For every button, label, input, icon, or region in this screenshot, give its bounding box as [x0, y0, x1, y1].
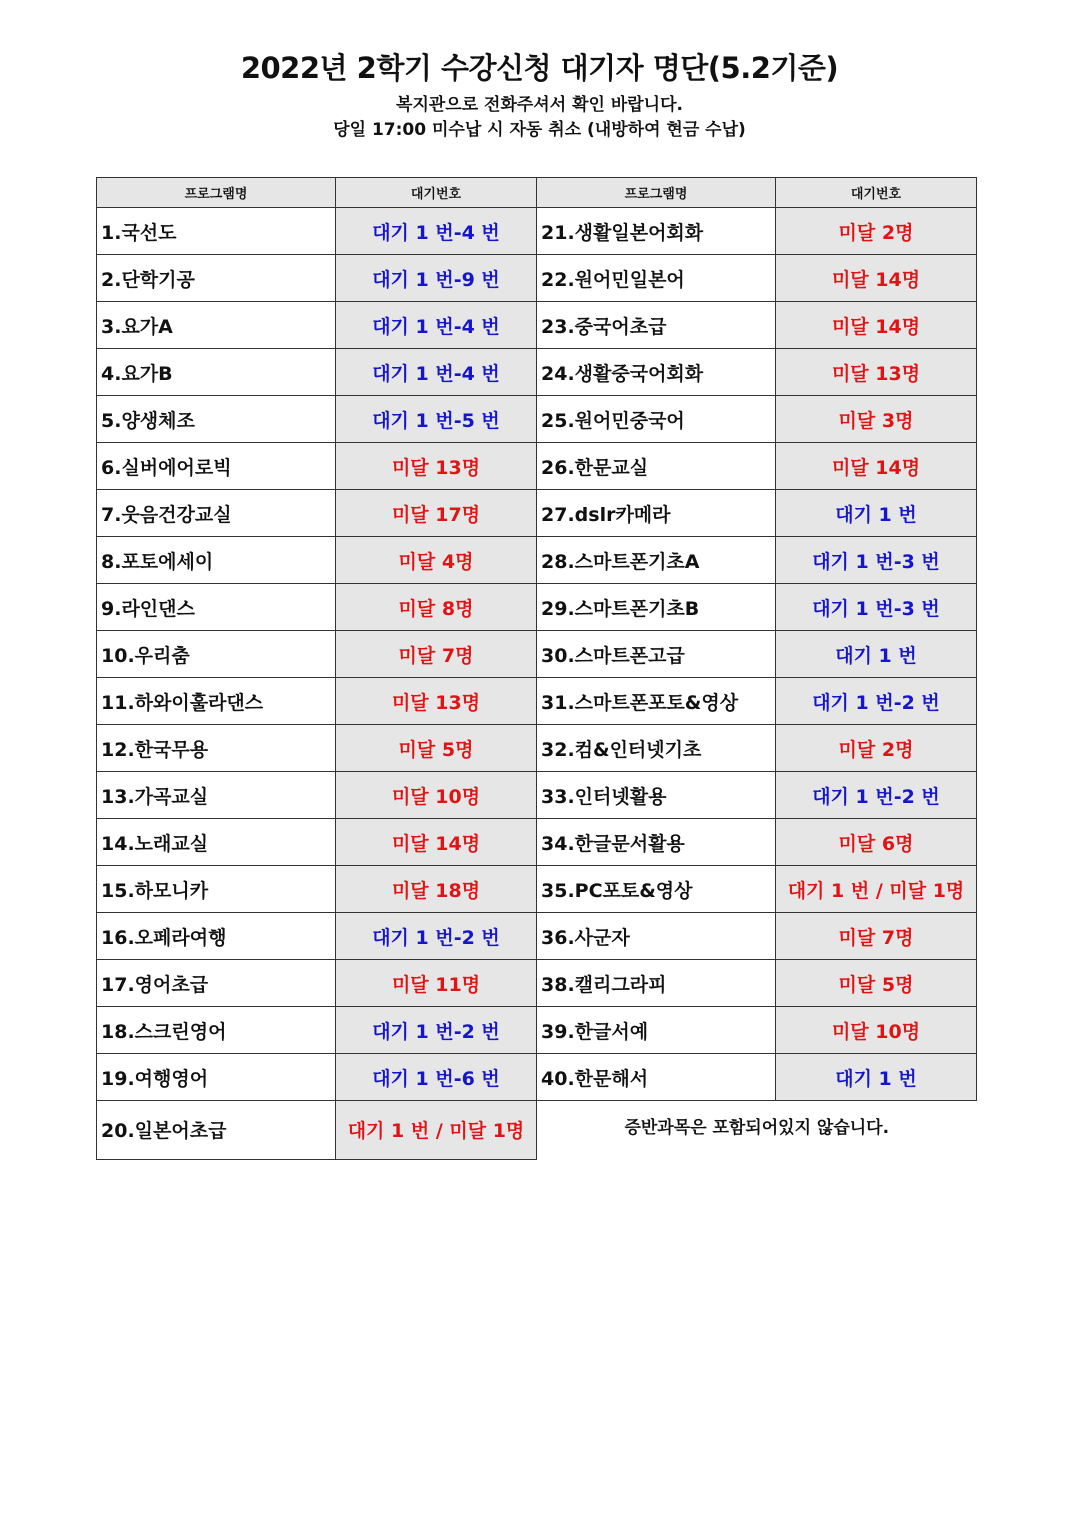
wait-status-right: 미달 14명 — [776, 255, 977, 302]
table-row — [97, 255, 977, 302]
program-name-left: 1.국선도 — [97, 208, 336, 255]
table-row — [97, 678, 977, 725]
wait-status-right: 대기 1 번-3 번 — [776, 584, 977, 631]
wait-status-left: 대기 1 번-5 번 — [336, 396, 537, 443]
program-name-left: 6.실버에어로빅 — [97, 443, 336, 490]
program-name-left: 11.하와이훌라댄스 — [97, 678, 336, 725]
program-name-left: 2.단학기공 — [97, 255, 336, 302]
header-waitnum-right: 대기번호 — [776, 178, 977, 208]
footnote: 증반과목은 포함되어있지 않습니다. — [537, 1101, 977, 1160]
program-name-left: 9.라인댄스 — [97, 584, 336, 631]
header-waitnum-left: 대기번호 — [336, 178, 537, 208]
wait-status-left: 미달 8명 — [336, 584, 537, 631]
table-row — [97, 396, 977, 443]
program-name-right: 28.스마트폰기초A — [537, 537, 776, 584]
program-name-left: 7.웃음건강교실 — [97, 490, 336, 537]
wait-status-right: 미달 2명 — [776, 208, 977, 255]
wait-status-right: 대기 1 번 — [776, 490, 977, 537]
wait-status-right: 대기 1 번-2 번 — [776, 772, 977, 819]
wait-status-left: 미달 17명 — [336, 490, 537, 537]
table-row — [97, 208, 977, 255]
program-name-right: 22.원어민일본어 — [537, 255, 776, 302]
wait-status-right: 대기 1 번 / 미달 1명 — [776, 866, 977, 913]
program-name-right: 38.캘리그라피 — [537, 960, 776, 1007]
table-row — [97, 584, 977, 631]
wait-status-left: 미달 13명 — [336, 443, 537, 490]
table-row — [97, 443, 977, 490]
wait-status-left: 대기 1 번-4 번 — [336, 208, 537, 255]
program-name-right: 30.스마트폰고급 — [537, 631, 776, 678]
program-name-left: 18.스크린영어 — [97, 1007, 336, 1054]
program-name-left: 8.포토에세이 — [97, 537, 336, 584]
wait-status-right: 미달 14명 — [776, 302, 977, 349]
wait-status-left: 대기 1 번-4 번 — [336, 349, 537, 396]
wait-status-right: 대기 1 번 — [776, 1054, 977, 1101]
table-row — [97, 537, 977, 584]
program-name-right: 36.사군자 — [537, 913, 776, 960]
wait-status-right: 미달 5명 — [776, 960, 977, 1007]
wait-status-left: 미달 14명 — [336, 819, 537, 866]
program-name-right: 25.원어민중국어 — [537, 396, 776, 443]
program-name-right: 29.스마트폰기초B — [537, 584, 776, 631]
wait-status-right: 미달 2명 — [776, 725, 977, 772]
program-name-left: 3.요가A — [97, 302, 336, 349]
table-row — [97, 631, 977, 678]
table-row — [97, 1054, 977, 1101]
table-row — [97, 490, 977, 537]
table-row — [97, 866, 977, 913]
program-name-right: 26.한문교실 — [537, 443, 776, 490]
payment-notice: 당일 17:00 미수납 시 자동 취소 (내방하여 현금 수납) — [333, 120, 746, 140]
program-name-right: 27.dslr카메라 — [537, 490, 776, 537]
wait-status-right: 대기 1 번-2 번 — [776, 678, 977, 725]
wait-status-left: 미달 4명 — [336, 537, 537, 584]
wait-status-left: 대기 1 번-2 번 — [336, 913, 537, 960]
program-name-right: 24.생활중국어회화 — [537, 349, 776, 396]
wait-status-left: 미달 7명 — [336, 631, 537, 678]
program-name-left: 20.일본어초급 — [97, 1101, 336, 1160]
program-name-left: 5.양생체조 — [97, 396, 336, 443]
wait-status-right: 미달 13명 — [776, 349, 977, 396]
contact-notice: 복지관으로 전화주셔서 확인 바랍니다. — [396, 95, 683, 115]
table-row — [97, 1101, 977, 1160]
table-row — [97, 349, 977, 396]
program-name-right: 35.PC포토&영상 — [537, 866, 776, 913]
table-row — [97, 819, 977, 866]
wait-status-left: 미달 11명 — [336, 960, 537, 1007]
table-row — [97, 302, 977, 349]
program-name-right: 33.인터넷활용 — [537, 772, 776, 819]
table-row — [97, 1007, 977, 1054]
program-name-right: 32.컴&인터넷기초 — [537, 725, 776, 772]
program-name-right: 21.생활일본어회화 — [537, 208, 776, 255]
wait-status-left: 대기 1 번 / 미달 1명 — [336, 1101, 537, 1160]
wait-status-left: 미달 18명 — [336, 866, 537, 913]
wait-status-left: 대기 1 번-4 번 — [336, 302, 537, 349]
wait-status-right: 미달 10명 — [776, 1007, 977, 1054]
wait-status-left: 대기 1 번-9 번 — [336, 255, 537, 302]
program-name-left: 12.한국무용 — [97, 725, 336, 772]
wait-status-right: 미달 7명 — [776, 913, 977, 960]
table-row — [97, 725, 977, 772]
program-name-left: 17.영어초급 — [97, 960, 336, 1007]
wait-status-left: 미달 13명 — [336, 678, 537, 725]
table-row — [97, 960, 977, 1007]
program-name-left: 15.하모니카 — [97, 866, 336, 913]
wait-status-left: 대기 1 번-6 번 — [336, 1054, 537, 1101]
wait-status-left: 미달 5명 — [336, 725, 537, 772]
wait-status-right: 미달 3명 — [776, 396, 977, 443]
program-name-left: 19.여행영어 — [97, 1054, 336, 1101]
waitlist-table — [96, 177, 977, 1160]
program-name-right: 34.한글문서활용 — [537, 819, 776, 866]
wait-status-right: 미달 14명 — [776, 443, 977, 490]
program-name-right: 23.중국어초급 — [537, 302, 776, 349]
document-title: 2022년 2학기 수강신청 대기자 명단(5.2기준) — [240, 51, 839, 85]
wait-status-left: 미달 10명 — [336, 772, 537, 819]
program-name-left: 16.오페라여행 — [97, 913, 336, 960]
program-name-left: 14.노래교실 — [97, 819, 336, 866]
wait-status-right: 미달 6명 — [776, 819, 977, 866]
program-name-right: 39.한글서예 — [537, 1007, 776, 1054]
program-name-left: 13.가곡교실 — [97, 772, 336, 819]
header-program-right: 프로그램명 — [537, 178, 776, 208]
program-name-right: 40.한문해서 — [537, 1054, 776, 1101]
table-header-row — [97, 178, 977, 208]
table-row — [97, 772, 977, 819]
program-name-left: 10.우리춤 — [97, 631, 336, 678]
header-program-left: 프로그램명 — [97, 178, 336, 208]
program-name-right: 31.스마트폰포토&영상 — [537, 678, 776, 725]
wait-status-left: 대기 1 번-2 번 — [336, 1007, 537, 1054]
wait-status-right: 대기 1 번-3 번 — [776, 537, 977, 584]
program-name-left: 4.요가B — [97, 349, 336, 396]
wait-status-right: 대기 1 번 — [776, 631, 977, 678]
table-row — [97, 913, 977, 960]
